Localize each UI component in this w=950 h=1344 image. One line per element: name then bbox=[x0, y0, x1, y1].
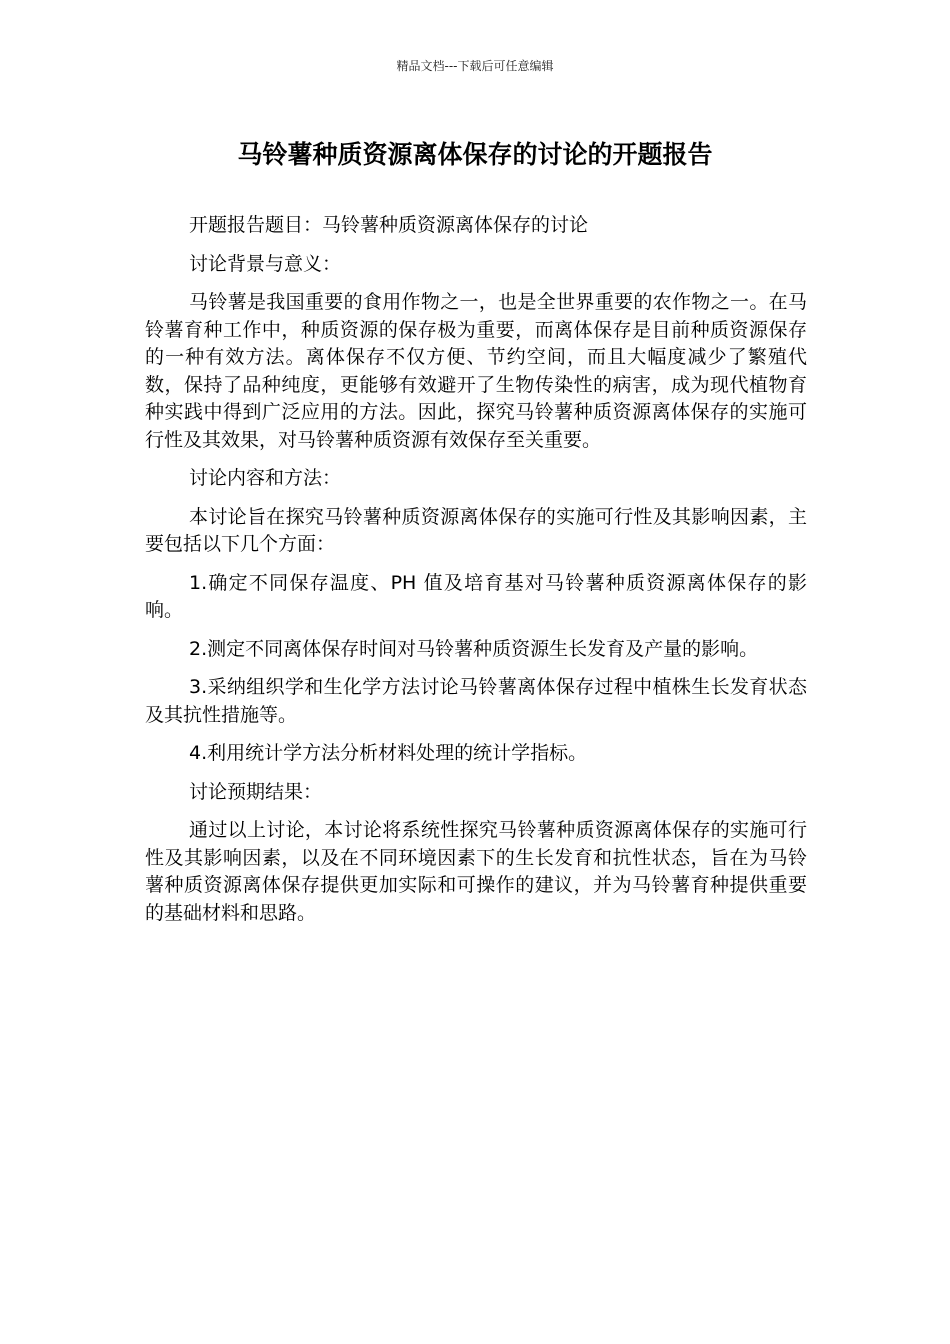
list-item-method-3: 3.采纳组织学和生化学方法讨论马铃薯离体保存过程中植株生长发育状态及其抗性措施等。 bbox=[145, 676, 807, 726]
paragraph-background: 马铃薯是我国重要的食用作物之一，也是全世界重要的农作物之一。在马铃薯育种工作中，种质资源的保存极为重要，而离体保存是目前种质资源保存的一种有效方法。离体保存不仅方便、节约空间，而且大幅度减少了繁殖代数，保持了品种纯度，更能够有效避开了生物传染性的病害，成为现代植物育种实践中得到广泛应用的方法。因此，探究马铃薯种质资源离体保存的实施可行性及其效果，对马铃薯种质资源有效保存至关重要。 bbox=[145, 291, 807, 451]
page-header: 精品文档---下载后可任意编辑 bbox=[396, 59, 554, 73]
section-heading-background: 讨论背景与意义： bbox=[189, 252, 342, 275]
document-body bbox=[145, 212, 807, 938]
section-heading-methods: 讨论内容和方法： bbox=[189, 467, 342, 489]
list-item-method-2: 2.测定不同离体保存时间对马铃薯种质资源生长发育及产量的影响。 bbox=[189, 637, 759, 660]
list-item-method-1: 1.确定不同保存温度、PH 值及培育基对马铃薯种质资源离体保存的影响。 bbox=[145, 571, 807, 621]
paragraph-methods-intro: 本讨论旨在探究马铃薯种质资源离体保存的实施可行性及其影响因素，主要包括以下几个方面： bbox=[145, 505, 807, 555]
list-item-method-4: 4.利用统计学方法分析材料处理的统计学指标。 bbox=[189, 742, 588, 764]
report-topic: 开题报告题目：马铃薯种质资源离体保存的讨论 bbox=[189, 214, 589, 236]
paragraph-expected-results: 通过以上讨论，本讨论将系统性探究马铃薯种质资源离体保存的实施可行性及其影响因素，以及在不同环境因素下的生长发育和抗性状态，旨在为马铃薯种质资源离体保存提供更加实际和可操作的建议，并为马铃薯育种提供重要的基础材料和思路。 bbox=[145, 819, 807, 924]
section-heading-results: 讨论预期结果： bbox=[189, 780, 323, 803]
document-title: 马铃薯种质资源离体保存的讨论的开题报告 bbox=[237, 140, 713, 169]
